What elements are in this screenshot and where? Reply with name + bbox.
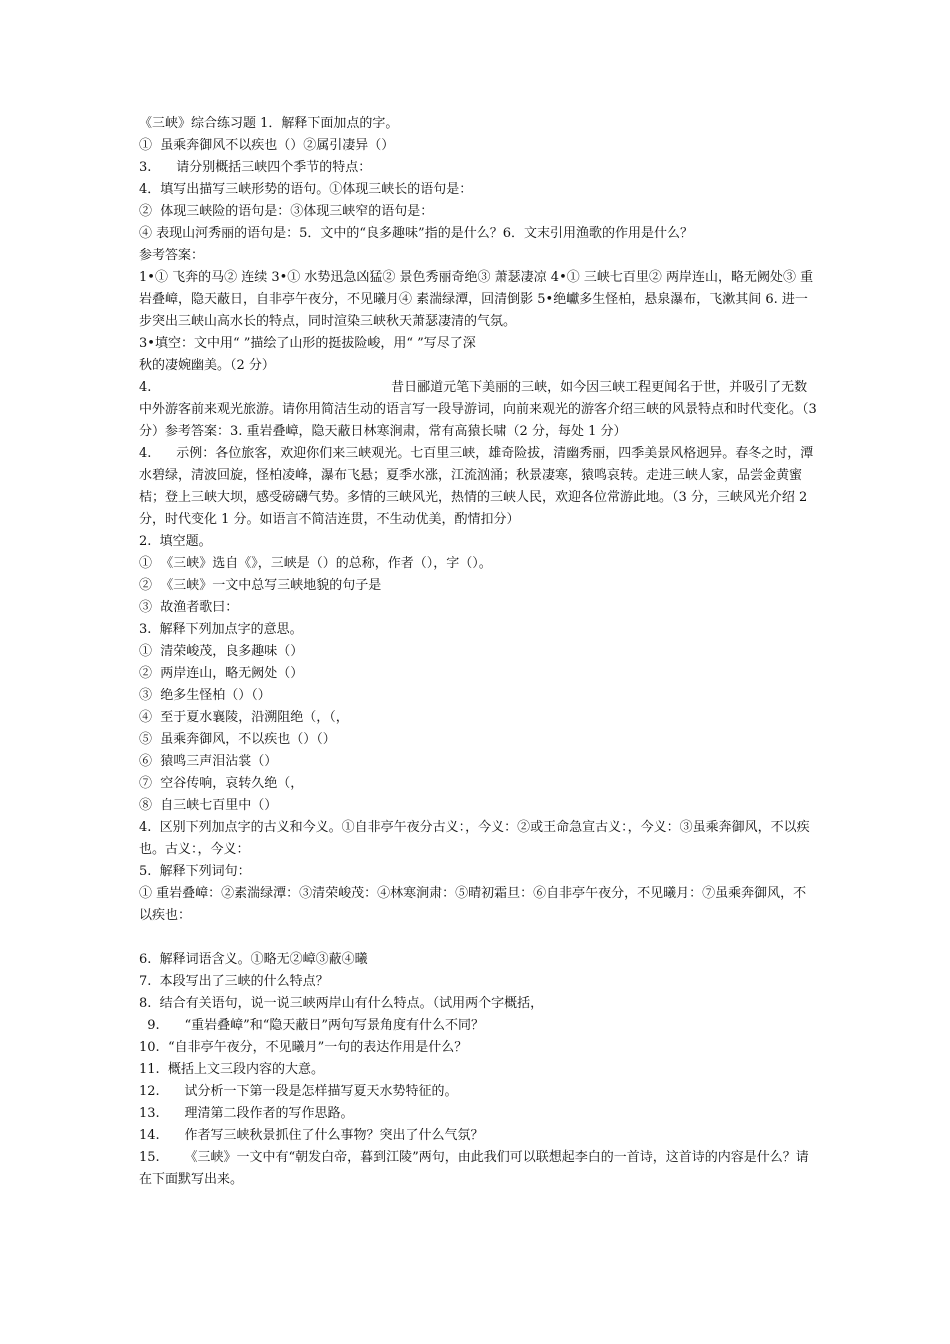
doc-line: 9. “重岩叠嶂”和“隐天蔽日”两句写景角度有什么不同？ bbox=[139, 1018, 485, 1033]
doc-line: 12. 试分析一下第一段是怎样描写夏天水势特征的。 bbox=[139, 1084, 458, 1099]
doc-line: 秋的凄婉幽美。（2 分） bbox=[139, 358, 275, 373]
doc-line: ① 虽乘奔御风不以疾也（）②属引凄异（） bbox=[139, 138, 395, 153]
doc-line: 8. 结合有关语句，说一说三峡两岸山有什么特点。（试用两个字概括， bbox=[139, 996, 544, 1011]
doc-line: 4．填写出描写三峡形势的语句。①体现三峡长的语句是： bbox=[139, 182, 473, 197]
doc-line: ① 《三峡》选自《》，三峡是（）的总称，作者（），字（）。 bbox=[139, 556, 492, 571]
doc-line: ③ 故渔者歌曰： bbox=[139, 600, 239, 615]
doc-line: ⑧ 自三峡七百里中（） bbox=[139, 798, 278, 813]
blank-line bbox=[139, 927, 819, 949]
doc-line: 2. 填空题。 bbox=[139, 534, 212, 549]
doc-line: ④ 至于夏水襄陵，沿溯阻绝（，（， bbox=[139, 710, 349, 725]
doc-line: ② 体现三峡险的语句是：③体现三峡窄的语句是： bbox=[139, 204, 434, 219]
document-page bbox=[139, 113, 819, 1191]
doc-line: 4. 区别下列加点字的古义和今义。①自非亭午夜分古义：，今义：②或王命急宣古义：，今义：③虽乘奔御风，不以疾也。古义：，今义： bbox=[139, 820, 810, 857]
doc-line: ⑦ 空谷传响，哀转久绝（， bbox=[139, 776, 304, 791]
question-paragraph: 4. 昔日郦道元笔下美丽的三峡，如今因三峡工程更闻名于世，并吸引了无数中外游客前来观光旅游。请你用简洁生动的语言写一段导游词，向前来观光的游客介绍三峡的风景特点和时代变化。（3 分）参考答案：3. 重岩叠嶂，隐天蔽日林寒涧肃，常有高猿长啸（2 分，每处 1 分） bbox=[139, 380, 821, 439]
doc-line: 13. 理清第二段作者的写作思路。 bbox=[139, 1106, 354, 1121]
doc-line: 3•填空：文中用“ ”描绘了山形的挺拔险峻，用“ ”写尽了深 bbox=[139, 336, 476, 351]
example-paragraph: 4. 示例：各位旅客，欢迎你们来三峡观光。七百里三峡，雄奇险拔，清幽秀丽，四季美景风格迥异。春冬之时，潭水碧绿，清波回旋，怪柏凌峰，瀑布飞悬；夏季水涨，江流汹涌；秋景凄寒，猿鸣哀转。走进三峡人家，品尝金黄蜜桔；登上三峡大坝，感受磅礴气势。多情的三峡风光，热情的三峡人民，欢迎各位常游此地。（3 分，三峡风光介绍 2 分，时代变化 1 分。如语言不简洁连贯，不生动优美，酌情扣分） bbox=[139, 446, 814, 527]
doc-line: 15. 《三峡》一文中有“朝发白帝，暮到江陵”两句，由此我们可以联想起李白的一首诗，这首诗的内容是什么？请在下面默写出来。 bbox=[139, 1150, 809, 1187]
doc-line: ② 两岸连山，略无阙处（） bbox=[139, 666, 304, 681]
doc-line: 14. 作者写三峡秋景抓住了什么事物？突出了什么气氛？ bbox=[139, 1128, 484, 1143]
doc-line: 7. 本段写出了三峡的什么特点？ bbox=[139, 974, 329, 989]
doc-line: 6. 解释词语含义。①略无②嶂③蔽④曦 bbox=[139, 952, 368, 967]
doc-line: ④ 表现山河秀丽的语句是：5．文中的“良多趣味”指的是什么？6．文末引用渔歌的作用是什么？ bbox=[139, 226, 693, 241]
doc-line: ⑥ 猿鸣三声泪沾裳（） bbox=[139, 754, 278, 769]
doc-line: 5. 解释下列词句： bbox=[139, 864, 251, 879]
doc-line: 10. “自非亭午夜分，不见曦月”一句的表达作用是什么？ bbox=[139, 1040, 468, 1055]
doc-line: ① 清荣峻茂，良多趣味（） bbox=[139, 644, 304, 659]
doc-line: ① 重岩叠嶂：②素湍绿潭：③清荣峻茂：④林寒涧肃：⑤晴初霜旦：⑥自非亭午夜分，不见曦月：⑦虽乘奔御风，不以疾也： bbox=[139, 886, 807, 923]
doc-line: 3. 请分别概括三峡四个季节的特点： bbox=[139, 160, 372, 175]
doc-line: 3. 解释下列加点字的意思。 bbox=[139, 622, 303, 637]
answer-paragraph: 1•① 飞奔的马② 连续 3•① 水势迅急凶猛② 景色秀丽奇绝③ 萧瑟凄凉 4•① 三峡七百里② 两岸连山，略无阙处③ 重岩叠嶂，隐天蔽日，自非亭午夜分，不见曦月④ 素湍绿潭，回清倒影 5•绝巘多生怪柏，悬泉瀑布，飞漱其间 6. 进一步突出三峡山高水长的特点，同时渲染三峡秋天萧瑟凄清的气氛。 bbox=[139, 270, 814, 329]
doc-line: ③ 绝多生怪柏（）（） bbox=[139, 688, 271, 703]
doc-line: ⑤ 虽乘奔御风，不以疾也（）（） bbox=[139, 732, 336, 747]
doc-line: 《三峡》综合练习题 1．解释下面加点的字。 bbox=[139, 116, 399, 131]
doc-line: ② 《三峡》一文中总写三峡地貌的句子是 bbox=[139, 578, 382, 593]
doc-line: 11. 概括上文三段内容的大意。 bbox=[139, 1062, 324, 1077]
doc-line: 参考答案： bbox=[139, 248, 205, 263]
